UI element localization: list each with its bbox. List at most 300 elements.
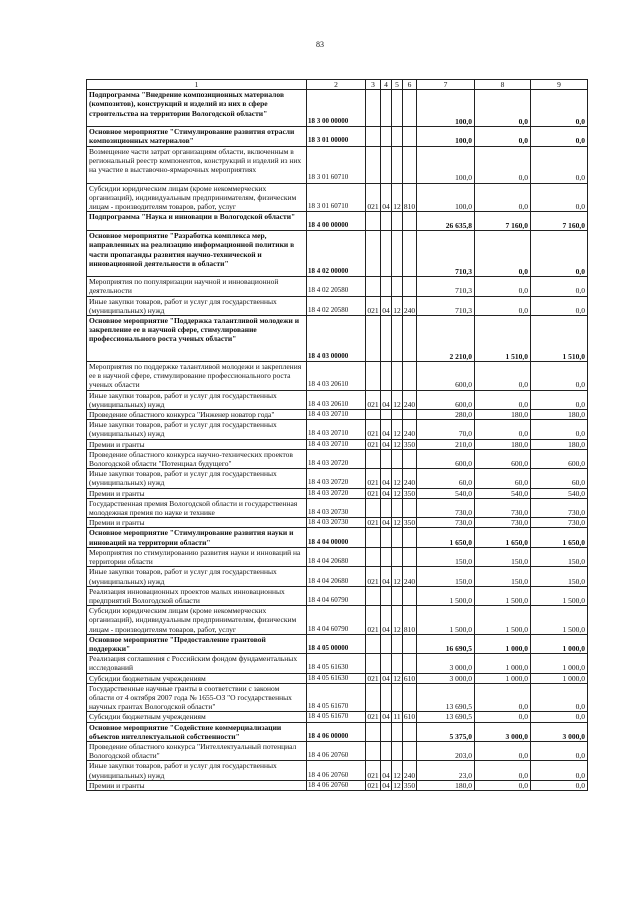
row-grbs-cell bbox=[366, 741, 381, 760]
row-amount-1-cell: 1 500,0 bbox=[417, 606, 475, 635]
row-expense-type-cell: 240 bbox=[403, 761, 417, 780]
row-amount-3-cell: 150,0 bbox=[531, 547, 588, 566]
table-row bbox=[87, 741, 588, 760]
table-row bbox=[87, 231, 588, 277]
row-amount-2-cell: 7 160,0 bbox=[475, 212, 531, 231]
row-name-cell: Возмещение части затрат организациям области, включенным в региональный реестр компонентов, конструкций и изделий из них на участие в выставочно-ярмарочных мероприятиях bbox=[87, 146, 307, 183]
table-row bbox=[87, 498, 588, 517]
row-amount-3-cell: 1 510,0 bbox=[531, 316, 588, 362]
row-grbs-cell bbox=[366, 277, 381, 296]
row-grbs-cell bbox=[366, 316, 381, 362]
row-amount-3-cell: 1 000,0 bbox=[531, 634, 588, 653]
row-subsection-cell: 12 bbox=[393, 518, 401, 528]
row-code-cell: 18 4 03 20710 bbox=[307, 410, 366, 420]
row-subsection-cell bbox=[392, 316, 403, 362]
row-amount-3-cell: 0,0 bbox=[531, 296, 588, 315]
row-name-cell: Иные закупки товаров, работ и услуг для государственных (муниципальных) нужд bbox=[87, 390, 307, 409]
row-expense-type-cell bbox=[403, 277, 417, 296]
row-code-cell: 18 4 03 00000 bbox=[307, 316, 366, 362]
row-grbs-cell: 021 bbox=[366, 567, 381, 586]
table-row bbox=[87, 780, 588, 790]
row-code-cell: 18 4 02 00000 bbox=[307, 231, 366, 277]
row-name-cell: Иные закупки товаров, работ и услуг для государственных (муниципальных) нужд bbox=[87, 469, 307, 488]
row-section-cell bbox=[381, 528, 392, 547]
table-row bbox=[87, 439, 588, 449]
row-section-cell: 04 bbox=[382, 673, 390, 683]
row-section-cell: 04 bbox=[381, 390, 392, 409]
table-row bbox=[87, 296, 588, 315]
row-amount-1-cell: 5 375,0 bbox=[417, 722, 475, 741]
row-subsection-cell bbox=[392, 722, 403, 741]
table-row bbox=[87, 712, 588, 722]
row-amount-2-cell: 1 000,0 bbox=[475, 654, 531, 673]
table-row bbox=[87, 127, 588, 146]
row-amount-2-cell: 3 000,0 bbox=[475, 722, 531, 741]
row-subsection-cell: 12 bbox=[392, 567, 403, 586]
row-grbs-cell bbox=[366, 634, 381, 653]
row-amount-2-cell: 1 650,0 bbox=[475, 528, 531, 547]
table-row bbox=[87, 683, 588, 712]
row-name-cell: Проведение областного конкурса "Интеллектуальный потенциал Вологодской области" bbox=[87, 741, 307, 760]
row-subsection-cell: 12 bbox=[392, 761, 403, 780]
row-amount-2-cell: 730,0 bbox=[475, 518, 531, 528]
row-expense-type-cell bbox=[403, 449, 417, 468]
row-section-cell bbox=[381, 277, 392, 296]
table-row bbox=[87, 469, 588, 488]
row-expense-type-cell bbox=[403, 410, 417, 420]
column-header: 9 bbox=[531, 80, 588, 90]
row-amount-2-cell: 0,0 bbox=[475, 712, 531, 722]
row-section-cell: 04 bbox=[381, 761, 392, 780]
row-code-cell: 18 4 03 20720 bbox=[307, 449, 366, 468]
row-expense-type-cell bbox=[403, 127, 417, 146]
row-amount-1-cell: 26 635,8 bbox=[417, 212, 475, 231]
table-row bbox=[87, 390, 588, 409]
row-amount-1-cell: 730,0 bbox=[417, 498, 475, 517]
column-header: 6 bbox=[403, 80, 417, 90]
row-amount-3-cell: 1 500,0 bbox=[531, 606, 588, 635]
row-expense-type-cell: 240 bbox=[403, 420, 417, 439]
row-section-cell: 04 bbox=[381, 296, 392, 315]
row-amount-3-cell: 0,0 bbox=[531, 741, 588, 760]
row-grbs-cell: 021 bbox=[366, 469, 381, 488]
row-subsection-cell bbox=[392, 362, 403, 391]
row-amount-3-cell: 180,0 bbox=[531, 410, 588, 420]
row-code-cell: 18 4 03 20710 bbox=[307, 439, 366, 449]
row-amount-2-cell: 1 000,0 bbox=[475, 634, 531, 653]
row-amount-1-cell: 3 000,0 bbox=[417, 654, 475, 673]
row-amount-1-cell: 600,0 bbox=[417, 449, 475, 468]
row-section-cell: 04 bbox=[381, 420, 392, 439]
row-grbs-cell: 021 bbox=[366, 296, 381, 315]
row-amount-2-cell: 180,0 bbox=[475, 410, 531, 420]
row-name-cell: Мероприятия по поддержке талантливой молодежи и закрепления ее в научной сфере, стимулирование профессионального роста ученых области bbox=[87, 362, 307, 391]
row-section-cell bbox=[381, 316, 392, 362]
row-amount-2-cell: 0,0 bbox=[475, 741, 531, 760]
table-row bbox=[87, 528, 588, 547]
row-expense-type-cell bbox=[403, 212, 417, 231]
row-code-cell: 18 4 03 20730 bbox=[307, 498, 366, 517]
row-amount-3-cell: 7 160,0 bbox=[531, 212, 588, 231]
row-section-cell bbox=[381, 654, 392, 673]
row-section-cell bbox=[381, 741, 392, 760]
row-expense-type-cell bbox=[403, 316, 417, 362]
table-row bbox=[87, 183, 588, 212]
column-header: 4 bbox=[381, 80, 392, 90]
row-code-cell: 18 4 02 20580 bbox=[307, 277, 366, 296]
table-row bbox=[87, 316, 588, 362]
row-amount-3-cell: 0,0 bbox=[531, 127, 588, 146]
row-expense-type-cell bbox=[403, 146, 417, 183]
row-amount-3-cell: 730,0 bbox=[531, 498, 588, 517]
row-section-cell bbox=[381, 683, 392, 712]
column-header: 8 bbox=[475, 80, 531, 90]
row-amount-2-cell: 0,0 bbox=[475, 277, 531, 296]
row-grbs-cell: 021 bbox=[366, 606, 381, 635]
row-amount-1-cell: 210,0 bbox=[417, 439, 475, 449]
table-row bbox=[87, 90, 588, 127]
row-code-cell: 18 4 06 20760 bbox=[307, 761, 366, 780]
row-amount-2-cell: 1 510,0 bbox=[475, 316, 531, 362]
row-name-cell: Премии и гранты bbox=[87, 439, 307, 449]
row-name-cell: Основное мероприятие "Содействие коммерциализации объектов интеллектуальной собственности" bbox=[87, 722, 307, 741]
row-amount-3-cell: 0,0 bbox=[531, 420, 588, 439]
row-amount-1-cell: 100,0 bbox=[417, 146, 475, 183]
row-code-cell: 18 4 06 20760 bbox=[307, 780, 366, 790]
row-amount-3-cell: 0,0 bbox=[531, 277, 588, 296]
row-grbs-cell: 021 bbox=[367, 673, 379, 683]
row-code-cell: 18 4 03 20720 bbox=[307, 488, 366, 498]
row-code-cell: 18 4 04 20680 bbox=[307, 567, 366, 586]
table-row bbox=[87, 518, 588, 528]
row-grbs-cell: 021 bbox=[366, 420, 381, 439]
row-section-cell bbox=[381, 212, 392, 231]
row-code-cell: 18 4 03 20720 bbox=[307, 469, 366, 488]
row-amount-3-cell: 0,0 bbox=[531, 683, 588, 712]
row-name-cell: Премии и гранты bbox=[87, 488, 307, 498]
row-grbs-cell bbox=[366, 528, 381, 547]
row-subsection-cell bbox=[392, 741, 403, 760]
row-section-cell bbox=[381, 498, 392, 517]
row-grbs-cell bbox=[366, 683, 381, 712]
table-row bbox=[87, 212, 588, 231]
row-grbs-cell bbox=[366, 722, 381, 741]
table-row bbox=[87, 654, 588, 673]
row-expense-type-cell bbox=[403, 547, 417, 566]
row-expense-type-cell: 240 bbox=[403, 296, 417, 315]
row-subsection-cell: 12 bbox=[393, 673, 401, 683]
row-name-cell: Субсидии бюджетным учреждениям bbox=[87, 712, 307, 722]
row-grbs-cell bbox=[366, 586, 381, 605]
row-name-cell: Основное мероприятие "Поддержка талантливой молодежи и закрепление ее в научной сфере, стимулирование профессионального роста ученых области" bbox=[87, 316, 307, 362]
row-subsection-cell bbox=[392, 277, 403, 296]
row-amount-3-cell: 1 500,0 bbox=[531, 586, 588, 605]
row-amount-3-cell: 0,0 bbox=[531, 183, 588, 212]
row-amount-2-cell: 1 000,0 bbox=[475, 673, 531, 683]
row-grbs-cell: 021 bbox=[366, 183, 381, 212]
row-name-cell: Основное мероприятие "Разработка комплекса мер, направленных на реализацию информационной политики в части пропаганды развития научно-технической и инновационной деятельности в области" bbox=[87, 231, 307, 277]
row-section-cell bbox=[381, 362, 392, 391]
row-amount-1-cell: 1 650,0 bbox=[417, 528, 475, 547]
row-name-cell: Мероприятия по популяризации научной и инновационной деятельности bbox=[87, 277, 307, 296]
row-amount-3-cell: 540,0 bbox=[531, 488, 588, 498]
column-header: 5 bbox=[392, 80, 403, 90]
row-amount-3-cell: 1 650,0 bbox=[531, 528, 588, 547]
row-name-cell: Мероприятия по стимулированию развития науки и инноваций на территории области bbox=[87, 547, 307, 566]
row-section-cell bbox=[381, 231, 392, 277]
row-subsection-cell bbox=[392, 410, 403, 420]
row-amount-1-cell: 710,3 bbox=[417, 231, 475, 277]
row-section-cell bbox=[381, 90, 392, 127]
row-name-cell: Проведение областного конкурса научно-технических проектов Вологодской области "Потенциал будущего" bbox=[87, 449, 307, 468]
row-grbs-cell: 021 bbox=[366, 390, 381, 409]
column-header: 7 bbox=[417, 80, 475, 90]
row-subsection-cell: 12 bbox=[392, 469, 403, 488]
row-grbs-cell bbox=[366, 547, 381, 566]
row-expense-type-cell bbox=[403, 634, 417, 653]
row-amount-1-cell: 540,0 bbox=[417, 488, 475, 498]
row-code-cell: 18 4 03 20710 bbox=[307, 420, 366, 439]
row-section-cell: 04 bbox=[382, 518, 390, 528]
row-amount-1-cell: 203,0 bbox=[417, 741, 475, 760]
table-row bbox=[87, 449, 588, 468]
row-subsection-cell bbox=[392, 127, 403, 146]
row-section-cell: 04 bbox=[381, 183, 392, 212]
row-amount-2-cell: 1 500,0 bbox=[475, 586, 531, 605]
table-body bbox=[87, 80, 588, 791]
row-expense-type-cell: 610 bbox=[403, 673, 416, 683]
row-amount-2-cell: 0,0 bbox=[475, 127, 531, 146]
row-grbs-cell: 021 bbox=[367, 780, 379, 790]
row-amount-3-cell: 150,0 bbox=[531, 567, 588, 586]
row-grbs-cell: 021 bbox=[367, 488, 379, 498]
row-amount-2-cell: 0,0 bbox=[475, 231, 531, 277]
row-grbs-cell: 021 bbox=[366, 761, 381, 780]
row-subsection-cell bbox=[392, 528, 403, 547]
row-expense-type-cell: 240 bbox=[403, 567, 417, 586]
table-row bbox=[87, 547, 588, 566]
row-amount-1-cell: 1 500,0 bbox=[417, 586, 475, 605]
row-amount-1-cell: 13 690,5 bbox=[417, 712, 475, 722]
row-name-cell: Премии и гранты bbox=[87, 780, 307, 790]
row-name-cell: Премии и гранты bbox=[87, 518, 307, 528]
row-amount-1-cell: 70,0 bbox=[417, 420, 475, 439]
row-code-cell: 18 4 05 00000 bbox=[307, 634, 366, 653]
row-grbs-cell bbox=[366, 127, 381, 146]
row-amount-3-cell: 600,0 bbox=[531, 449, 588, 468]
row-subsection-cell: 12 bbox=[393, 780, 401, 790]
row-amount-1-cell: 2 210,0 bbox=[417, 316, 475, 362]
budget-table bbox=[86, 79, 588, 791]
row-expense-type-cell bbox=[403, 498, 417, 517]
row-expense-type-cell bbox=[403, 722, 417, 741]
row-subsection-cell bbox=[392, 683, 403, 712]
row-amount-2-cell: 0,0 bbox=[475, 780, 531, 790]
row-amount-1-cell: 100,0 bbox=[417, 90, 475, 127]
table-header-row bbox=[87, 80, 588, 90]
row-expense-type-cell bbox=[403, 362, 417, 391]
row-name-cell: Подпрограмма "Внедрение композиционных материалов (композитов), конструкций и изделий из них в сфере строительства на территории Вологодской области" bbox=[87, 90, 307, 127]
row-name-cell: Иные закупки товаров, работ и услуг для государственных (муниципальных) нужд bbox=[87, 761, 307, 780]
row-amount-2-cell: 150,0 bbox=[475, 567, 531, 586]
table-row bbox=[87, 420, 588, 439]
row-name-cell: Основное мероприятие "Стимулирование развития отрасли композиционных материалов" bbox=[87, 127, 307, 146]
row-subsection-cell: 12 bbox=[393, 439, 401, 449]
row-code-cell: 18 4 03 20730 bbox=[307, 518, 366, 528]
row-section-cell bbox=[381, 127, 392, 146]
row-code-cell: 18 4 03 20610 bbox=[307, 390, 366, 409]
row-amount-1-cell: 13 690,5 bbox=[417, 683, 475, 712]
row-subsection-cell: 12 bbox=[392, 606, 403, 635]
row-code-cell: 18 4 04 60790 bbox=[307, 586, 366, 605]
row-expense-type-cell: 350 bbox=[403, 488, 416, 498]
row-code-cell: 18 4 04 60790 bbox=[307, 606, 366, 635]
row-subsection-cell bbox=[392, 146, 403, 183]
row-section-cell bbox=[381, 634, 392, 653]
row-code-cell: 18 4 04 00000 bbox=[307, 528, 366, 547]
row-amount-3-cell: 0,0 bbox=[531, 390, 588, 409]
row-subsection-cell bbox=[392, 634, 403, 653]
row-name-cell: Реализация соглашения с Российским фондом фундаментальных исследований bbox=[87, 654, 307, 673]
row-code-cell: 18 4 06 20760 bbox=[307, 741, 366, 760]
row-section-cell bbox=[381, 449, 392, 468]
row-grbs-cell bbox=[366, 231, 381, 277]
row-amount-2-cell: 730,0 bbox=[475, 498, 531, 517]
row-subsection-cell bbox=[392, 212, 403, 231]
row-code-cell: 18 4 06 00000 bbox=[307, 722, 366, 741]
row-amount-2-cell: 1 500,0 bbox=[475, 606, 531, 635]
row-amount-3-cell: 730,0 bbox=[531, 518, 588, 528]
row-code-cell: 18 3 01 60710 bbox=[307, 146, 366, 183]
row-amount-1-cell: 100,0 bbox=[417, 127, 475, 146]
row-subsection-cell: 12 bbox=[392, 296, 403, 315]
row-amount-2-cell: 0,0 bbox=[475, 683, 531, 712]
row-amount-2-cell: 180,0 bbox=[475, 439, 531, 449]
row-amount-3-cell: 1 000,0 bbox=[531, 673, 588, 683]
row-amount-2-cell: 0,0 bbox=[475, 90, 531, 127]
row-amount-2-cell: 0,0 bbox=[475, 390, 531, 409]
row-subsection-cell bbox=[392, 547, 403, 566]
row-grbs-cell: 021 bbox=[367, 712, 379, 722]
row-section-cell bbox=[381, 146, 392, 183]
row-expense-type-cell: 350 bbox=[403, 518, 416, 528]
row-code-cell: 18 4 05 61630 bbox=[307, 654, 366, 673]
row-expense-type-cell bbox=[403, 90, 417, 127]
row-code-cell: 18 4 05 61630 bbox=[307, 673, 366, 683]
row-expense-type-cell: 350 bbox=[403, 780, 416, 790]
row-expense-type-cell: 240 bbox=[403, 390, 417, 409]
row-expense-type-cell bbox=[403, 586, 417, 605]
table-row bbox=[87, 567, 588, 586]
row-name-cell: Государственные научные гранты в соответствии с законом области от 4 октября 2007 года № 1655-ОЗ "О государственных научных грантах Вологодской области" bbox=[87, 683, 307, 712]
table-row bbox=[87, 277, 588, 296]
row-section-cell: 04 bbox=[382, 439, 390, 449]
row-code-cell: 18 4 04 20680 bbox=[307, 547, 366, 566]
page-number: 83 bbox=[316, 40, 324, 49]
row-amount-3-cell: 3 000,0 bbox=[531, 722, 588, 741]
row-code-cell: 18 4 05 61670 bbox=[307, 683, 366, 712]
row-amount-2-cell: 0,0 bbox=[475, 420, 531, 439]
row-grbs-cell: 021 bbox=[367, 439, 379, 449]
row-amount-2-cell: 0,0 bbox=[475, 296, 531, 315]
row-section-cell bbox=[381, 586, 392, 605]
table-row bbox=[87, 606, 588, 635]
row-grbs-cell bbox=[366, 146, 381, 183]
row-amount-3-cell: 0,0 bbox=[531, 362, 588, 391]
row-amount-1-cell: 600,0 bbox=[417, 362, 475, 391]
row-subsection-cell: 12 bbox=[393, 488, 401, 498]
row-expense-type-cell bbox=[403, 741, 417, 760]
row-amount-2-cell: 60,0 bbox=[475, 469, 531, 488]
row-section-cell bbox=[381, 547, 392, 566]
row-amount-1-cell: 600,0 bbox=[417, 390, 475, 409]
row-code-cell: 18 3 00 00000 bbox=[307, 90, 366, 127]
row-amount-3-cell: 0,0 bbox=[531, 146, 588, 183]
row-section-cell: 04 bbox=[382, 712, 390, 722]
row-amount-1-cell: 150,0 bbox=[417, 547, 475, 566]
table-row bbox=[87, 634, 588, 653]
row-grbs-cell: 021 bbox=[367, 518, 379, 528]
column-header: 3 bbox=[366, 80, 381, 90]
row-amount-1-cell: 3 000,0 bbox=[417, 673, 475, 683]
row-amount-1-cell: 730,0 bbox=[417, 518, 475, 528]
table-row bbox=[87, 722, 588, 741]
row-amount-1-cell: 16 690,5 bbox=[417, 634, 475, 653]
row-name-cell: Государственная премия Вологодской области и государственная молодежная премия по науке и технике bbox=[87, 498, 307, 517]
row-amount-2-cell: 150,0 bbox=[475, 547, 531, 566]
row-grbs-cell bbox=[366, 498, 381, 517]
row-subsection-cell bbox=[392, 586, 403, 605]
column-header: 2 bbox=[307, 80, 366, 90]
row-section-cell: 04 bbox=[382, 780, 390, 790]
row-name-cell: Реализация инновационных проектов малых инновационных предприятий Вологодской области bbox=[87, 586, 307, 605]
row-subsection-cell: 12 bbox=[392, 183, 403, 212]
row-subsection-cell bbox=[392, 449, 403, 468]
row-amount-2-cell: 0,0 bbox=[475, 146, 531, 183]
table-row bbox=[87, 488, 588, 498]
row-amount-3-cell: 0,0 bbox=[531, 712, 588, 722]
row-grbs-cell bbox=[366, 90, 381, 127]
row-code-cell: 18 4 02 20580 bbox=[307, 296, 366, 315]
row-amount-1-cell: 710,3 bbox=[417, 296, 475, 315]
row-amount-3-cell: 0,0 bbox=[531, 90, 588, 127]
row-amount-3-cell: 0,0 bbox=[531, 780, 588, 790]
row-amount-1-cell: 150,0 bbox=[417, 567, 475, 586]
column-header: 1 bbox=[87, 80, 307, 90]
row-subsection-cell bbox=[392, 654, 403, 673]
row-amount-1-cell: 280,0 bbox=[417, 410, 475, 420]
row-code-cell: 18 3 01 60710 bbox=[307, 183, 366, 212]
row-section-cell bbox=[381, 410, 392, 420]
row-expense-type-cell bbox=[403, 528, 417, 547]
row-section-cell bbox=[381, 722, 392, 741]
row-amount-1-cell: 100,0 bbox=[417, 183, 475, 212]
row-name-cell: Иные закупки товаров, работ и услуг для государственных (муниципальных) нужд bbox=[87, 420, 307, 439]
row-name-cell: Субсидии бюджетным учреждениям bbox=[87, 673, 307, 683]
row-code-cell: 18 3 01 00000 bbox=[307, 127, 366, 146]
row-name-cell: Субсидии юридическим лицам (кроме некоммерческих организаций), индивидуальным предпринимателям, физическим лицам - производителям товаров, работ, услуг bbox=[87, 183, 307, 212]
row-subsection-cell bbox=[392, 90, 403, 127]
row-amount-1-cell: 23,0 bbox=[417, 761, 475, 780]
row-amount-2-cell: 600,0 bbox=[475, 449, 531, 468]
row-amount-1-cell: 180,0 bbox=[417, 780, 475, 790]
row-name-cell: Субсидии юридическим лицам (кроме некоммерческих организаций), индивидуальным предпринимателям, физическим лицам - производителям товаров, работ, услуг bbox=[87, 606, 307, 635]
row-name-cell: Подпрограмма "Наука и инновации в Вологодской области" bbox=[87, 212, 307, 231]
table-row bbox=[87, 673, 588, 683]
row-expense-type-cell bbox=[403, 683, 417, 712]
table-row bbox=[87, 410, 588, 420]
row-amount-2-cell: 540,0 bbox=[475, 488, 531, 498]
